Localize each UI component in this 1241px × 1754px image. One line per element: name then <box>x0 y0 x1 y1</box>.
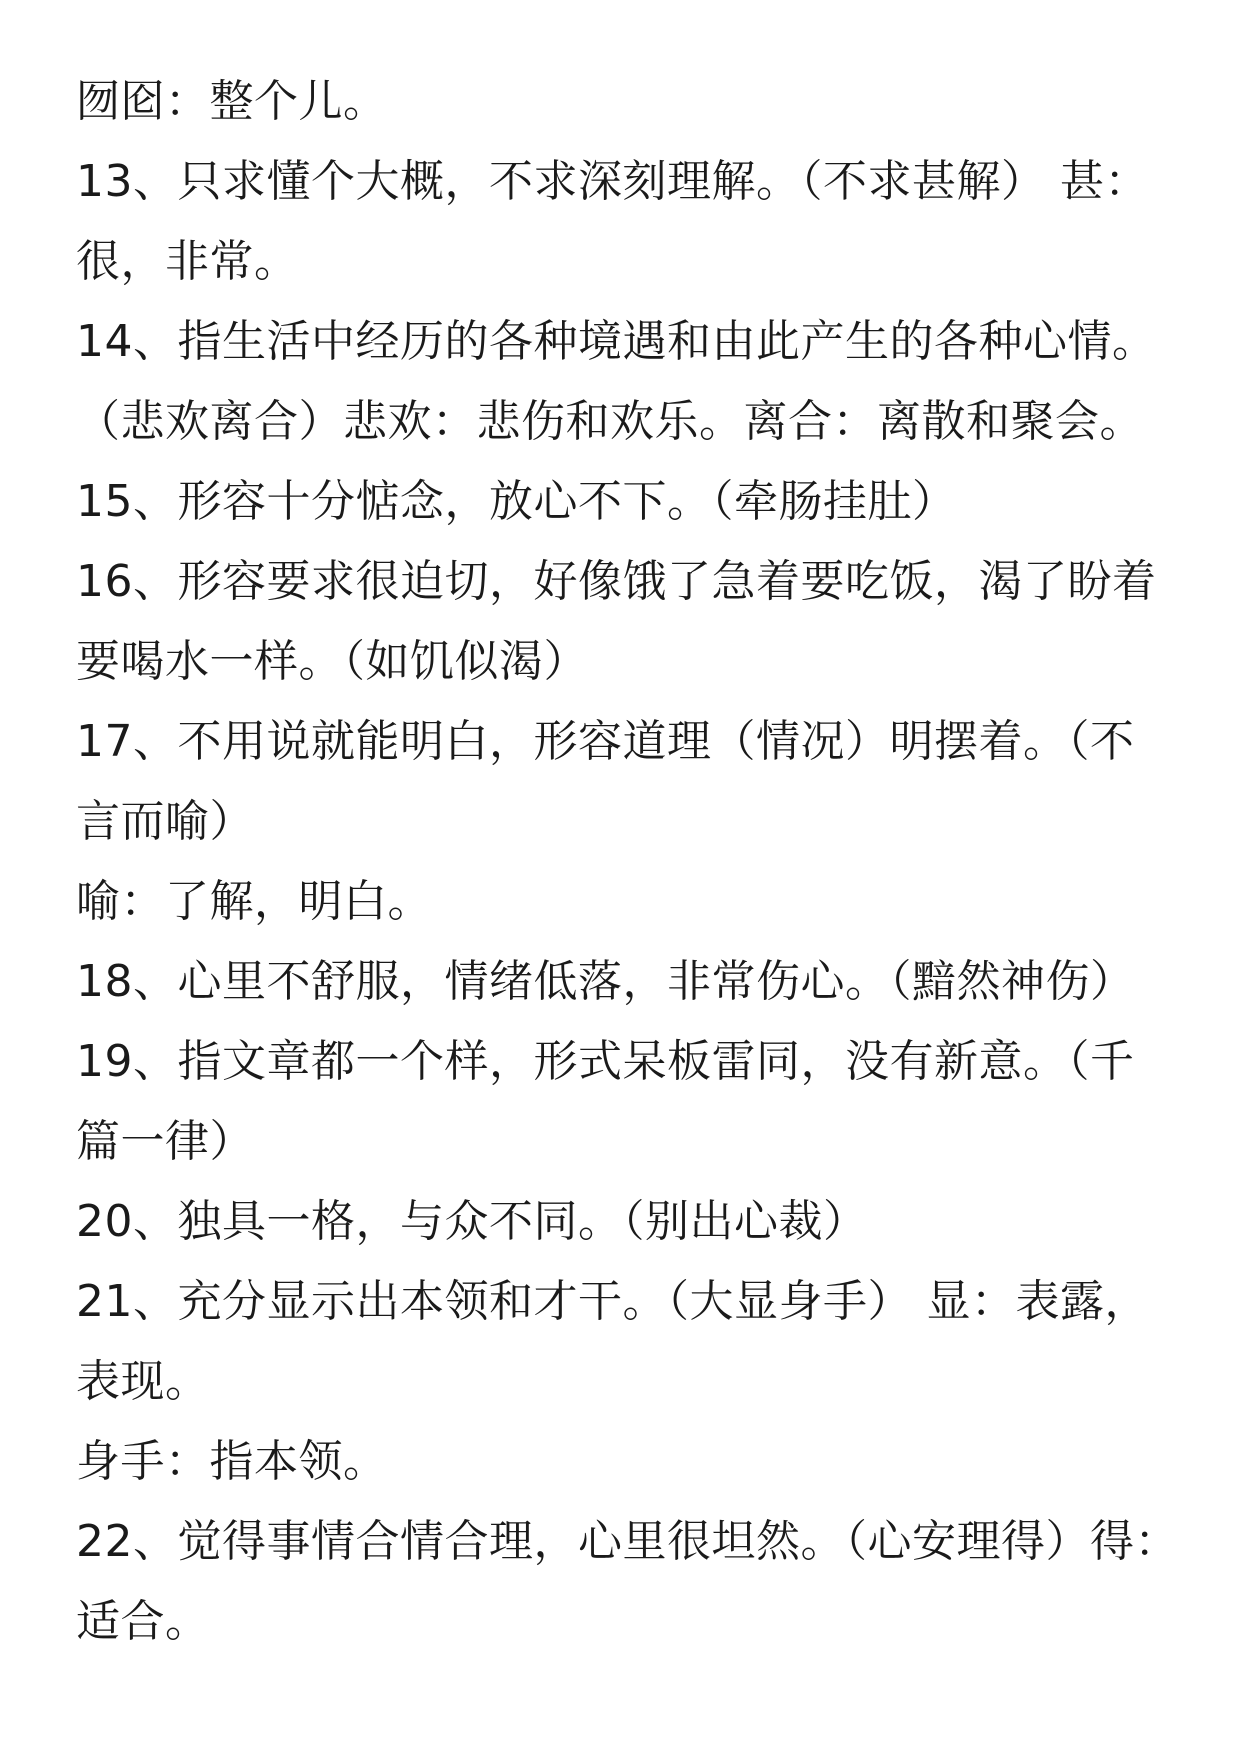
text-line: 13、只求懂个大概，不求深刻理解。（不求甚解） 甚： <box>76 156 1149 207</box>
text-line: 15、形容十分惦念，放心不下。（牵肠挂肚） <box>76 476 957 527</box>
document-page <box>76 62 1186 1662</box>
text-line: 21、充分显示出本领和才干。（大显身手） 显：表露， <box>76 1276 1149 1327</box>
text-line: 20、独具一格，与众不同。（别出心裁） <box>76 1196 868 1247</box>
text-line: 22、觉得事情合情合理，心里很坦然。（心安理得）得： <box>76 1516 1179 1567</box>
text-line: 身手：指本领。 <box>76 1436 388 1487</box>
text-line: 喻：了解，明白。 <box>76 876 432 927</box>
text-line: 18、心里不舒服，情绪低落，非常伤心。（黯然神伤） <box>76 956 1135 1007</box>
text-line: 言而喻） <box>76 796 254 847</box>
text-line: （悲欢离合）悲欢：悲伤和欢乐。离合：离散和聚会。 <box>76 396 1144 447</box>
text-line: 14、指生活中经历的各种境遇和由此产生的各种心情。 <box>76 316 1157 367</box>
text-line: 19、指文章都一个样，形式呆板雷同，没有新意。（千 <box>76 1036 1135 1087</box>
text-line: 16、形容要求很迫切，好像饿了急着要吃饭，渴了盼着 <box>76 556 1157 607</box>
text-line: 表现。 <box>76 1356 210 1407</box>
text-line: 17、不用说就能明白，形容道理（情况）明摆着。（不 <box>76 716 1135 767</box>
text-line: 要喝水一样。（如饥似渴） <box>76 636 588 687</box>
text-line: 篇一律） <box>76 1116 254 1167</box>
text-line: 很，非常。 <box>76 236 299 287</box>
text-line: 适合。 <box>76 1596 210 1647</box>
text-line: 囫囵：整个儿。 <box>76 76 388 127</box>
